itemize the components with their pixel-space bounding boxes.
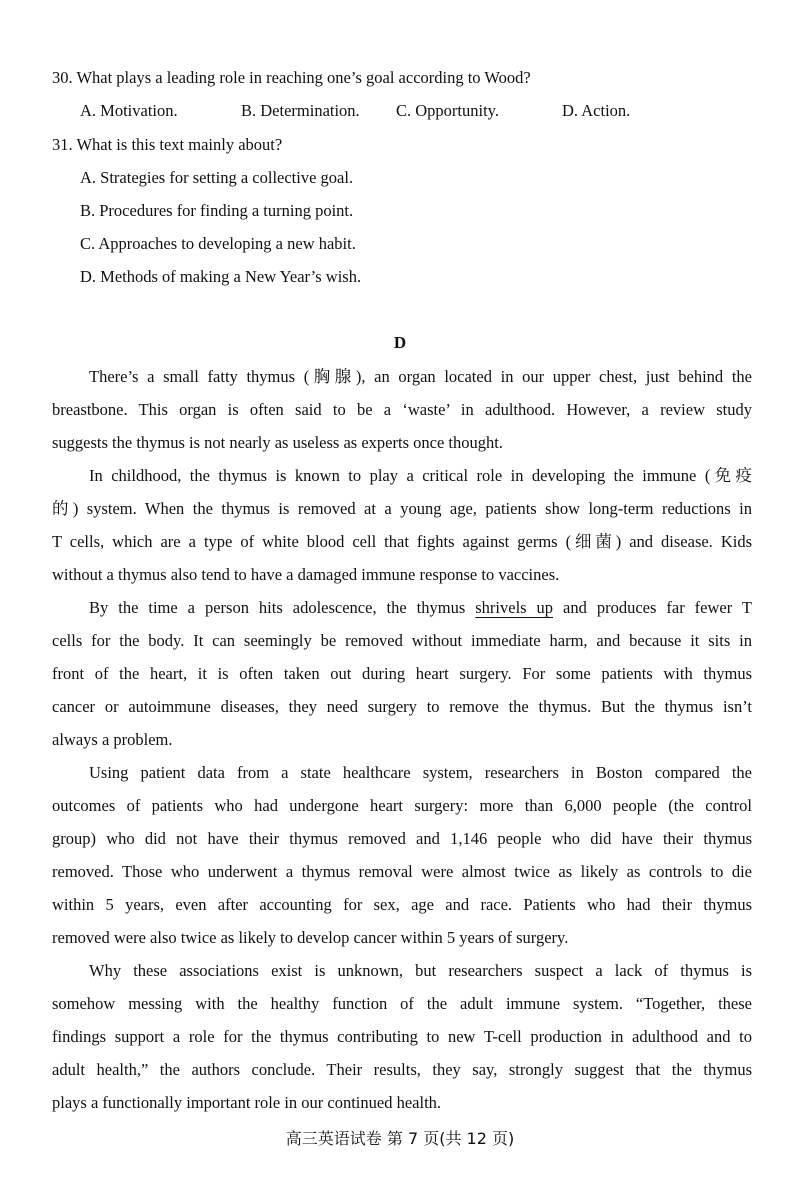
p5-line-3: findings support a role for the thymus contributing to new T-cell production in adulthood and to bbox=[52, 1027, 752, 1046]
p3-line-1-before: By the time a person hits adolescence, the thymus bbox=[89, 598, 476, 617]
section-title: D bbox=[393, 333, 407, 352]
p4-line-1: Using patient data from a state healthcare system, researchers in Boston compared the bbox=[89, 763, 752, 782]
q30-option-a: A. Motivation. bbox=[80, 101, 178, 120]
p3-line-1-after: and produces far fewer T bbox=[553, 598, 752, 617]
p3-line-3: front of the heart, it is often taken out during heart surgery. For some patients with thymus bbox=[52, 664, 752, 683]
q31-option-b: B. Procedures for finding a turning point. bbox=[80, 201, 354, 220]
question-30: 30. What plays a leading role in reaching one’s goal according to Wood? bbox=[52, 68, 531, 87]
p4-line-6: removed were also twice as likely to develop cancer within 5 years of surgery. bbox=[52, 928, 569, 947]
p5-line-4: adult health,” the authors conclude. Their results, they say, strongly suggest that the thymus bbox=[52, 1060, 752, 1079]
p4-line-2: outcomes of patients who had undergone heart surgery: more than 6,000 people (the control bbox=[52, 796, 752, 815]
p1-line-2: breastbone. This organ is often said to be a ‘waste’ in adulthood. However, a review study bbox=[52, 400, 752, 419]
p4-line-4: removed. Those who underwent a thymus removal were almost twice as likely as controls to die bbox=[52, 862, 752, 881]
p3-line-4: cancer or autoimmune diseases, they need surgery to remove the thymus. But the thymus isn’t bbox=[52, 697, 752, 716]
p4-line-3: group) who did not have their thymus removed and 1,146 people who did have their thymus bbox=[52, 829, 752, 848]
q31-option-d: D. Methods of making a New Year’s wish. bbox=[80, 267, 362, 286]
p2-line-1: In childhood, the thymus is known to play a critical role in developing the immune (免疫 bbox=[89, 466, 752, 485]
question-31: 31. What is this text mainly about? bbox=[52, 135, 283, 154]
q30-option-b: B. Determination. bbox=[241, 101, 360, 120]
p1-line-1: There’s a small fatty thymus (胸腺), an organ located in our upper chest, just behind the bbox=[89, 367, 752, 386]
q30-option-c: C. Opportunity. bbox=[396, 101, 499, 120]
p2-line-4: without a thymus also tend to have a damaged immune response to vaccines. bbox=[52, 565, 560, 584]
p1-line-3: suggests the thymus is not nearly as useless as experts once thought. bbox=[52, 433, 503, 452]
underlined-phrase: shrivels up bbox=[475, 598, 554, 617]
p3-line-5: always a problem. bbox=[52, 730, 173, 749]
q31-option-a: A. Strategies for setting a collective goal. bbox=[80, 168, 354, 187]
p3-line-2: cells for the body. It can seemingly be removed without immediate harm, and because it sits in bbox=[52, 631, 752, 650]
p5-line-1: Why these associations exist is unknown, but researchers suspect a lack of thymus is bbox=[89, 961, 752, 980]
p2-line-3: T cells, which are a type of white blood cell that fights against germs (细菌) and disease. Kids bbox=[52, 532, 752, 551]
page-footer: 高三英语试卷 第 7 页(共 12 页) bbox=[285, 1129, 515, 1148]
q30-option-d: D. Action. bbox=[562, 101, 631, 120]
p2-line-2: 的) system. When the thymus is removed at a young age, patients show long-term reductions in bbox=[52, 499, 752, 518]
p4-line-5: within 5 years, even after accounting for sex, age and race. Patients who had their thymus bbox=[52, 895, 752, 914]
p5-line-5: plays a functionally important role in our continued health. bbox=[52, 1093, 442, 1112]
p3-line-1 bbox=[89, 597, 752, 619]
q31-option-c: C. Approaches to developing a new habit. bbox=[80, 234, 356, 253]
p5-line-2: somehow messing with the healthy function of the adult immune system. “Together, these bbox=[52, 994, 752, 1013]
